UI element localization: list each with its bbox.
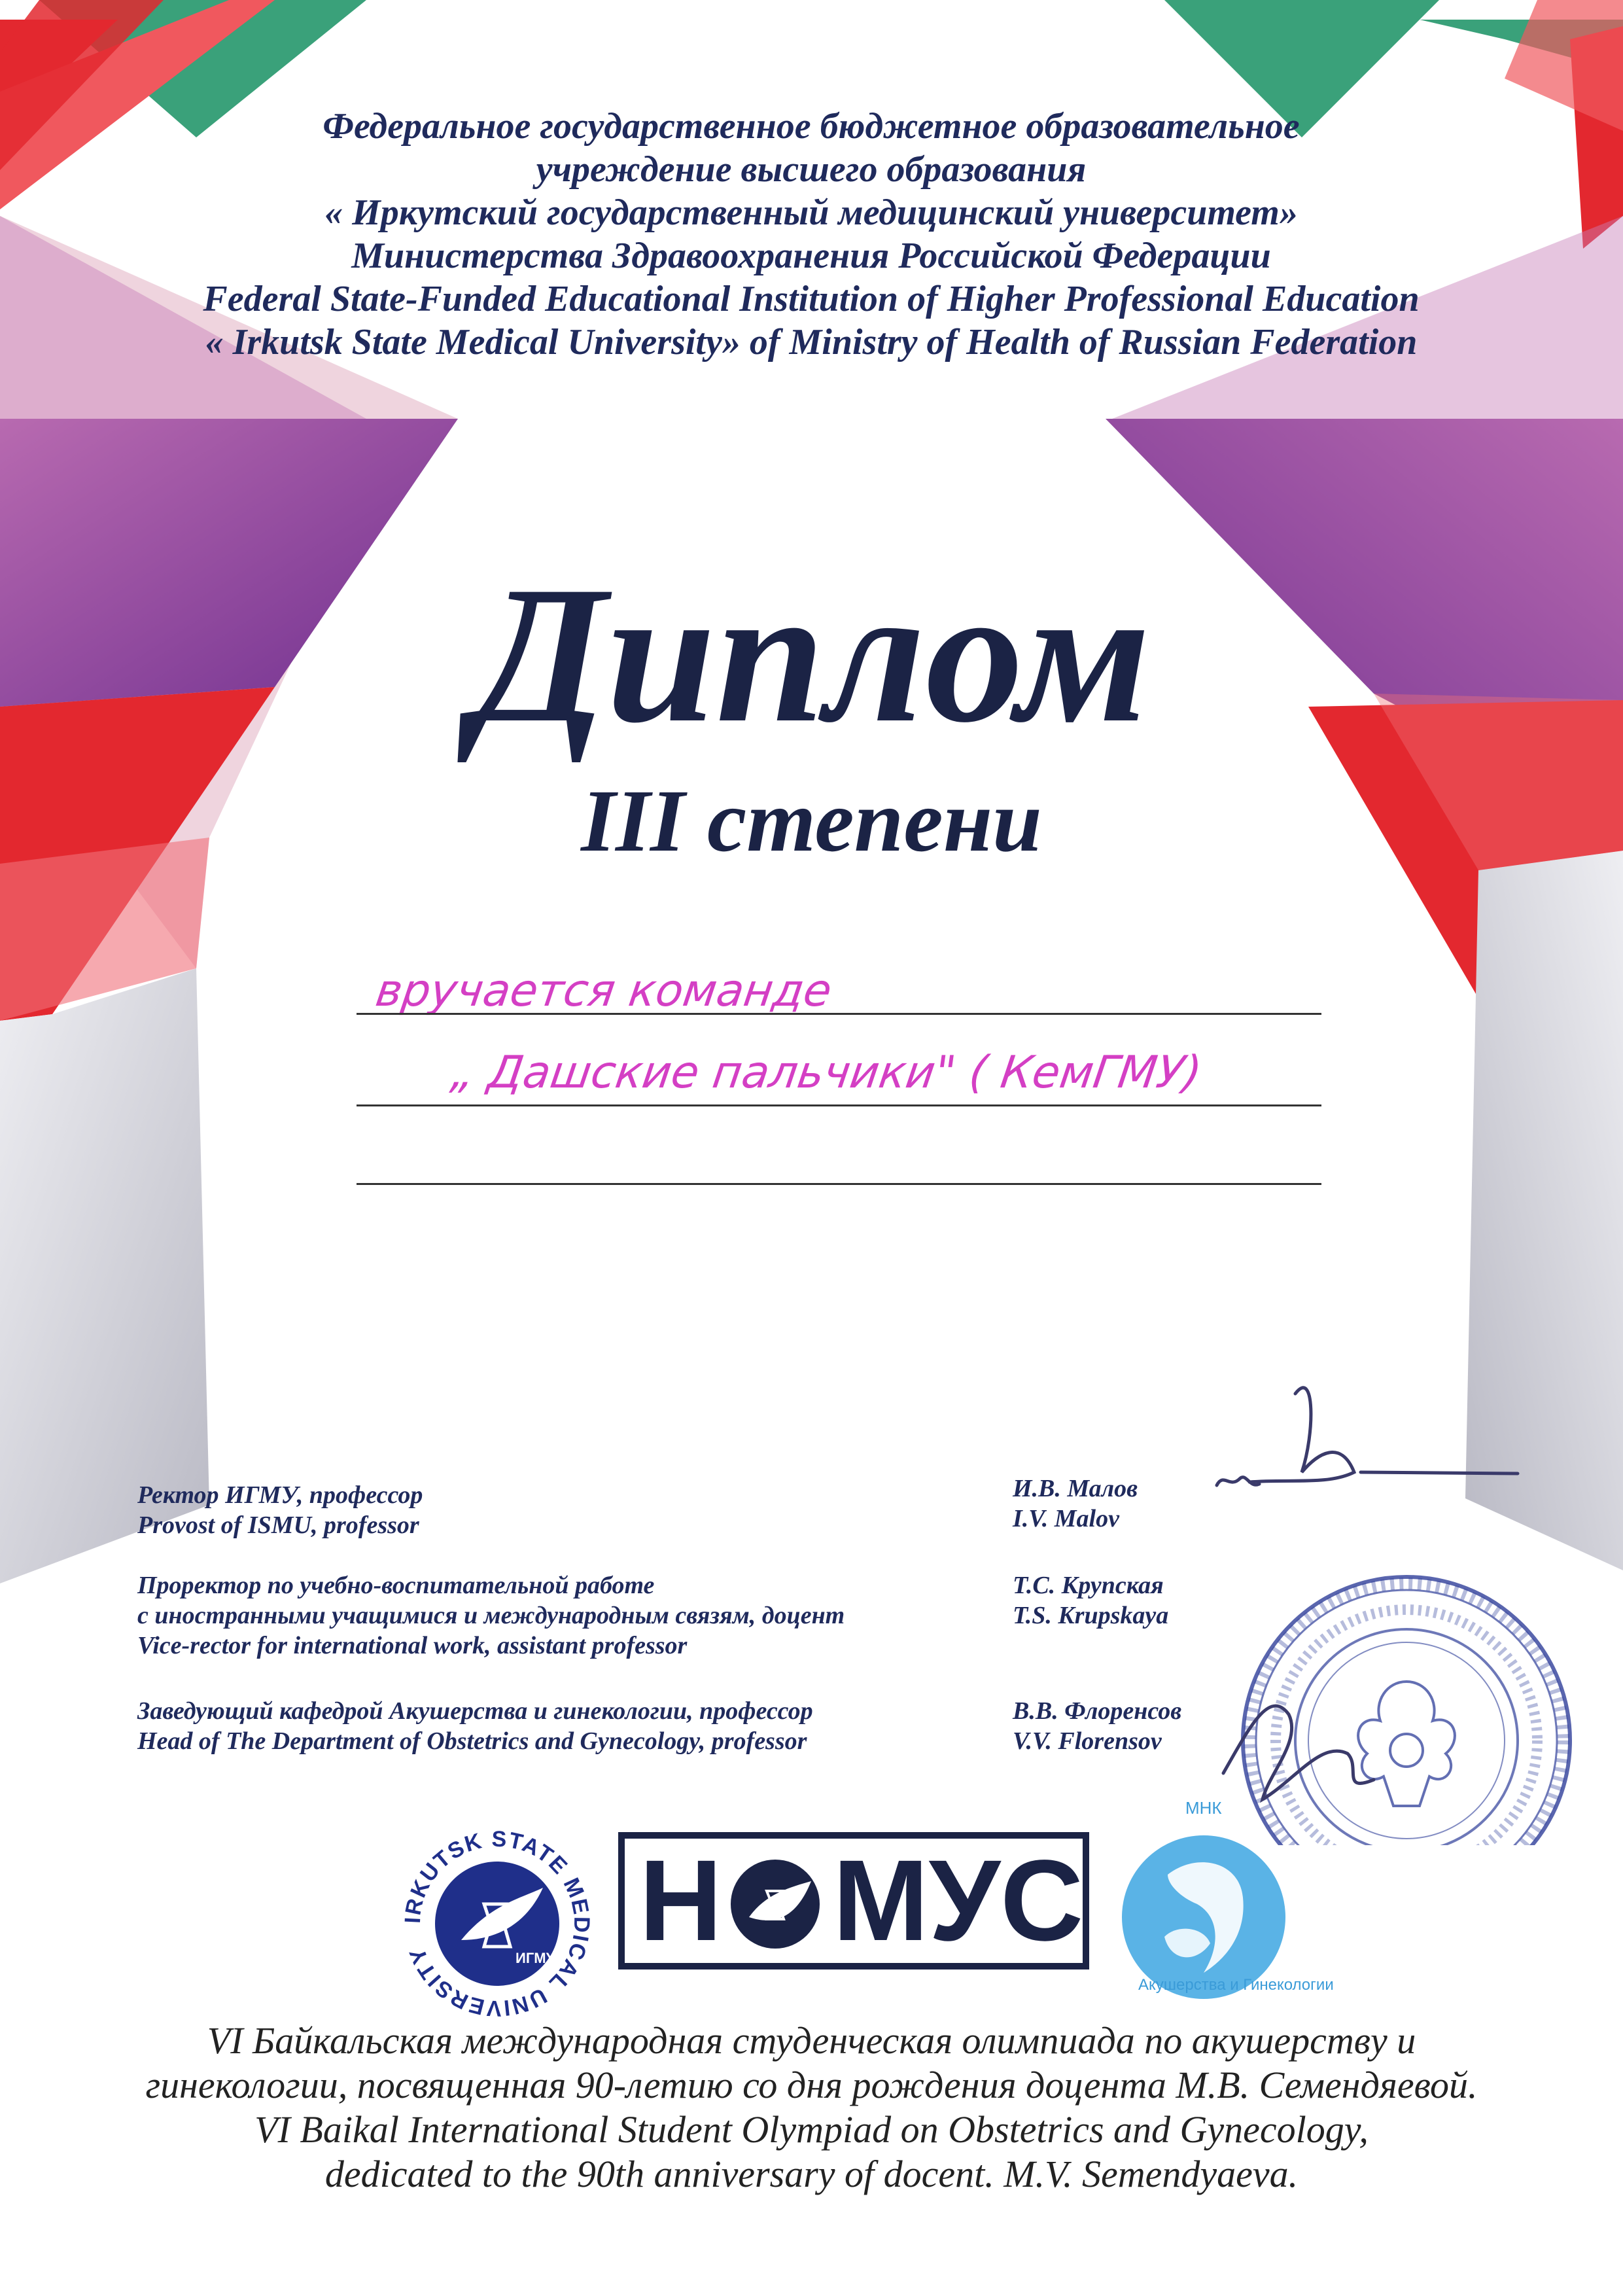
nomus-logo <box>618 1832 1089 1969</box>
header-line-4: Министерства Здравоохранения Российской Федерации <box>351 236 1271 276</box>
signatory-2-name-en: T.S. Krupskaya <box>1013 1602 1169 1629</box>
signatory-1-title-ru: Ректор ИГМУ, профессор <box>137 1481 423 1509</box>
university-abbr: ИГМУ <box>515 1950 555 1966</box>
official-stamp <box>1243 1577 1570 1845</box>
olympiad-footer <box>65 2019 1558 2197</box>
award-line-2 <box>357 1104 1321 1106</box>
signatory-3-title-ru: Заведующий кафедрой Акушерства и гинекологии, профессор <box>137 1697 813 1725</box>
globe-icon <box>726 1855 824 1953</box>
signatory-1-name-en: I.V. Malov <box>1013 1505 1119 1532</box>
institution-header <box>98 105 1524 364</box>
signatory-1-title <box>137 1480 423 1540</box>
signatory-1-name-ru: И.В. Малов <box>1013 1475 1138 1502</box>
signatory-3-title <box>137 1696 813 1756</box>
signature-malov <box>1217 1388 1518 1485</box>
signatory-1-title-en: Provost of ISMU, professor <box>137 1511 419 1539</box>
award-line-1 <box>357 1013 1321 1015</box>
nomus-letter-h: Н <box>639 1837 723 1965</box>
header-line-2: учреждение высшего образования <box>536 149 1087 190</box>
footer-line-4: dedicated to the 90th anniversary of docent. M.V. Semendyaeva. <box>324 2153 1299 2195</box>
signatory-2-title-en: Vice-rector for international work, assistant professor <box>137 1632 688 1659</box>
header-line-1: Федеральное государственное бюджетное образовательное <box>323 106 1300 147</box>
signatory-3-name <box>1013 1696 1181 1756</box>
signatory-2-title <box>137 1570 845 1661</box>
signatory-2-name <box>1013 1570 1168 1631</box>
right-wing <box>1106 216 1623 1570</box>
signatory-3-name-en: V.V. Florensov <box>1013 1727 1162 1755</box>
diploma-title: Диплом <box>472 546 1151 763</box>
signatory-1-name <box>1013 1474 1138 1534</box>
signatory-2-name-ru: Т.С. Крупская <box>1013 1572 1164 1599</box>
header-line-6: « Irkutsk State Medical University» of Ministry of Health of Russian Federation <box>205 322 1418 362</box>
mnk-label: МНК <box>1185 1798 1222 1818</box>
footer-line-3: VI Baikal International Student Olympiad on Obstetrics and Gynecology, <box>254 2108 1369 2151</box>
signatory-3-name-ru: В.В. Флоренсов <box>1013 1697 1182 1725</box>
left-wing <box>0 216 458 1583</box>
footer-line-1: VI Байкальская международная студенческая олимпиада по акушерству и <box>207 2019 1416 2062</box>
mnk-subtitle: Акушерства и Гинекологии <box>1138 1976 1334 1994</box>
nomus-letters-mus: МУС <box>833 1837 1084 1965</box>
signatory-2-title-ru-2: с иностранными учащимися и международным связям, доцент <box>137 1602 845 1629</box>
header-line-5: Federal State-Funded Educational Institution of Higher Professional Education <box>203 279 1420 319</box>
signatory-2-title-ru: Проректор по учебно-воспитательной работе <box>137 1572 655 1599</box>
footer-line-2: гинекологии, посвященная 90-летию со дня рождения доцента М.В. Семендяевой. <box>145 2064 1478 2106</box>
signatures-and-stamp <box>1210 1374 1577 1845</box>
award-line-3 <box>357 1183 1321 1185</box>
diploma-degree: III степени <box>581 772 1042 870</box>
award-line-2-text: „ Дашские пальчики" ( КемГМУ) <box>447 1047 1205 1099</box>
award-line-1-text: вручается команде <box>372 965 835 1017</box>
university-ring-text: IRKUTSK STATE MEDICAL UNIVERSITY <box>400 1826 595 2021</box>
header-line-3: « Иркутский государственный медицинский университет» <box>324 192 1298 233</box>
irkutsk-university-logo <box>399 1826 595 2022</box>
signatory-3-title-en: Head of The Department of Obstetrics and Gynecology, professor <box>137 1727 807 1755</box>
coat-of-arms-icon <box>1358 1682 1455 1806</box>
